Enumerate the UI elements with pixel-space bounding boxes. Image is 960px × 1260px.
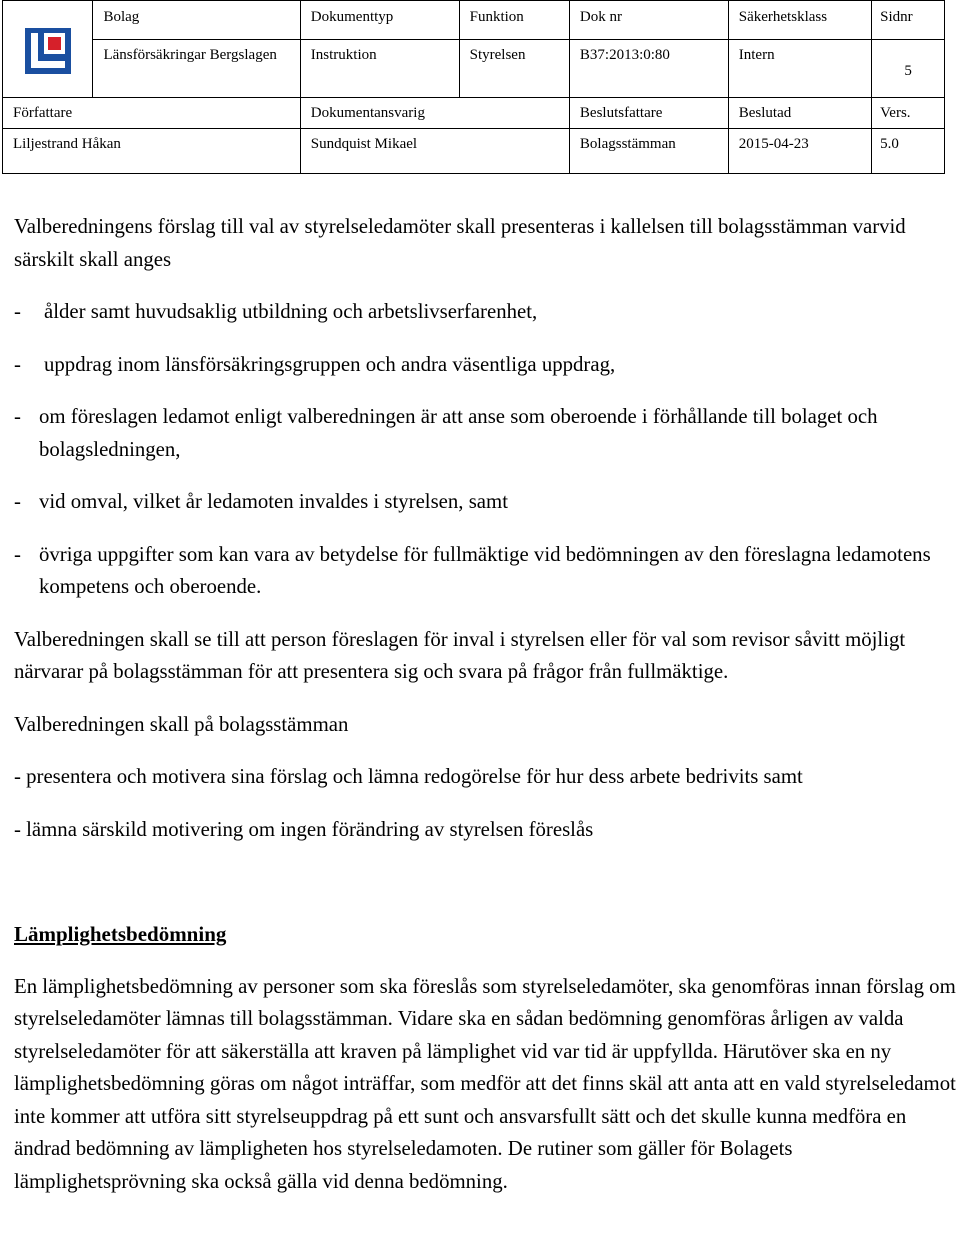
value-sidnr: 5 [872,40,945,98]
value-dokumentansvarig: Sundquist Mikael [300,129,569,174]
paragraph-present-proposals: - presentera och motivera sina förslag och lämna redogörelse för hur dess arbete bedrivits samt [14,765,803,788]
list-item-text: uppdrag inom länsförsäkringsgruppen och andra väsentliga uppdrag, [44,352,616,376]
label-doknr: Dok nr [569,1,728,40]
list-item-text: övriga uppgifter som kan vara av betydelse för fullmäktige vid bedömningen av den föreslagna ledamotens kompetens och oberoende. [39,542,931,598]
list-dash: - [14,405,21,428]
paragraph-suitability: En lämplighetsbedömning av personer som ska föreslås som styrelseledamöter, ska genomföras innan förslag om styrelseledamöter lämnas till bolagsstämman. Vidare ska en sådan bedömning genomföras årligen av valda styrelseledamöter för att säkerställa att kraven på lämplighet vid var tid är uppfyllda. Härutöver ska en ny lämplighetsbedömning göras om något inträffar, som medför att det finns skäl att anta att en vald styrelseledamot inte kommer att utföra sitt styrelseuppdrag på ett sunt och ansvarsfullt sätt och det skulle kunna medföra en ändrad bedömning av lämpligheten hos styrelseledamoten. De rutiner som gäller för Bolagets lämplighetsprövning ska också gälla vid denna bedömning. [14,974,956,1193]
label-funktion: Funktion [459,1,569,40]
paragraph-presence: Valberedningen skall se till att person föreslagen för inval i styrelsen eller för val som revisor såvitt möjligt närvarar på bolagsstämman för att presentera sig och svara på frågor från fullmäktige. [14,627,906,683]
label-sidnr: Sidnr [872,1,945,40]
label-beslutad: Beslutad [728,98,871,129]
logo-cell [3,1,93,98]
value-vers: 5.0 [872,129,945,174]
value-beslutad: 2015-04-23 [728,129,871,174]
document-header-table [2,0,945,174]
value-bolag: Länsförsäkringar Bergslagen [93,40,300,98]
list-item-text: om föreslagen ledamot enligt valberedningen är att anse som oberoende i förhållande till bolaget och bolagsledningen, [39,405,878,461]
value-doknr: B37:2013:0:80 [569,40,728,98]
value-dokumenttyp: Instruktion [300,40,459,98]
list-dash: - [14,542,21,566]
list-item-text: ålder samt huvudsaklig utbildning och arbetslivserfarenhet, [44,300,538,323]
list-item [14,349,958,382]
paragraph-intro: Valberedningens förslag till val av styrelseledamöter skall presenteras i kallelsen till bolagsstämman varvid särskilt skall anges [14,215,906,271]
list-item [14,539,958,604]
label-dokumentansvarig: Dokumentansvarig [300,98,569,129]
label-forfattare: Författare [3,98,301,129]
list-item [14,401,958,466]
section-heading: Lämplighetsbedömning [14,922,227,946]
value-funktion: Styrelsen [459,40,569,98]
label-sakerhetsklass: Säkerhetsklass [728,1,871,40]
value-forfattare: Liljestrand Håkan [3,129,301,174]
list-dash: - [14,490,21,513]
lansforsakringar-logo-icon [25,28,71,74]
list-item [14,486,958,519]
label-dokumenttyp: Dokumenttyp [300,1,459,40]
paragraph-motivation: - lämna särskild motivering om ingen förändring av styrelsen föreslås [14,817,594,841]
paragraph-at-meeting: Valberedningen skall på bolagsstämman [14,712,349,736]
label-vers: Vers. [872,98,945,129]
value-sakerhetsklass: Intern [728,40,871,98]
label-bolag: Bolag [93,1,300,40]
document-body [14,211,958,1198]
list-item [14,296,958,329]
value-beslutsfattare: Bolagsstämman [569,129,728,174]
list-dash: - [14,300,21,323]
list-item-text: vid omval, vilket år ledamoten invaldes i styrelsen, samt [39,490,508,513]
label-beslutsfattare: Beslutsfattare [569,98,728,129]
list-dash: - [14,352,21,376]
